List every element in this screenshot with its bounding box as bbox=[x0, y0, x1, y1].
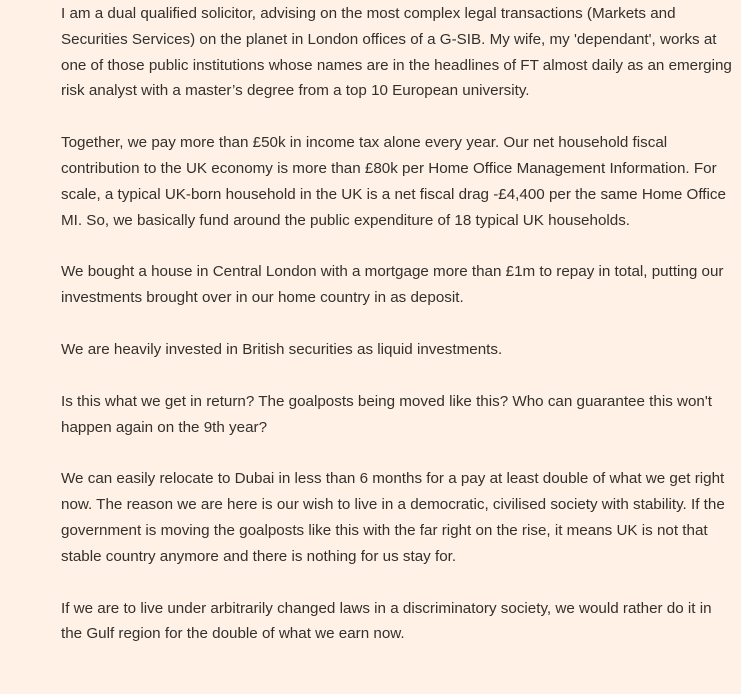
comment-body bbox=[61, 0, 733, 673]
comment-paragraph-5: Is this what we get in return? The goalposts being moved like this? Who can guarantee this won't happen again on the 9th year? bbox=[61, 392, 712, 436]
comment-paragraph-7: If we are to live under arbitrarily changed laws in a discriminatory society, we would rather do it in the Gulf region for the double of what we earn now. bbox=[61, 599, 712, 643]
comment-paragraph-4: We are heavily invested in British securities as liquid investments. bbox=[61, 340, 503, 358]
comment-paragraph-1: I am a dual qualified solicitor, advising on the most complex legal transactions (Markets and Securities Services) on the planet in London offices of a G-SIB. My wife, my 'dependant', works at one of those public institutions whose names are in the headlines of FT almost daily as an emerging risk analyst with a master’s degree from a top 10 European university. bbox=[61, 5, 732, 100]
comment-paragraph-3: We bought a house in Central London with a mortgage more than £1m to repay in total, putting our investments brought over in our home country in as deposit. bbox=[61, 263, 724, 307]
comment-paragraph-6: We can easily relocate to Dubai in less than 6 months for a pay at least double of what we get right now. The reason we are here is our wish to live in a democratic, civilised society with stability. If the government is moving the goalposts like this with the far right on the rise, it means UK is not that stable country anymore and there is nothing for us stay for. bbox=[61, 470, 725, 565]
comment-paragraph-2: Together, we pay more than £50k in income tax alone every year. Our net household fiscal contribution to the UK economy is more than £80k per Home Office Management Information. For scale, a typical UK-born household in the UK is a net fiscal drag -£4,400 per the same Home Office MI. So, we basically fund around the public expenditure of 18 typical UK households. bbox=[61, 134, 726, 229]
